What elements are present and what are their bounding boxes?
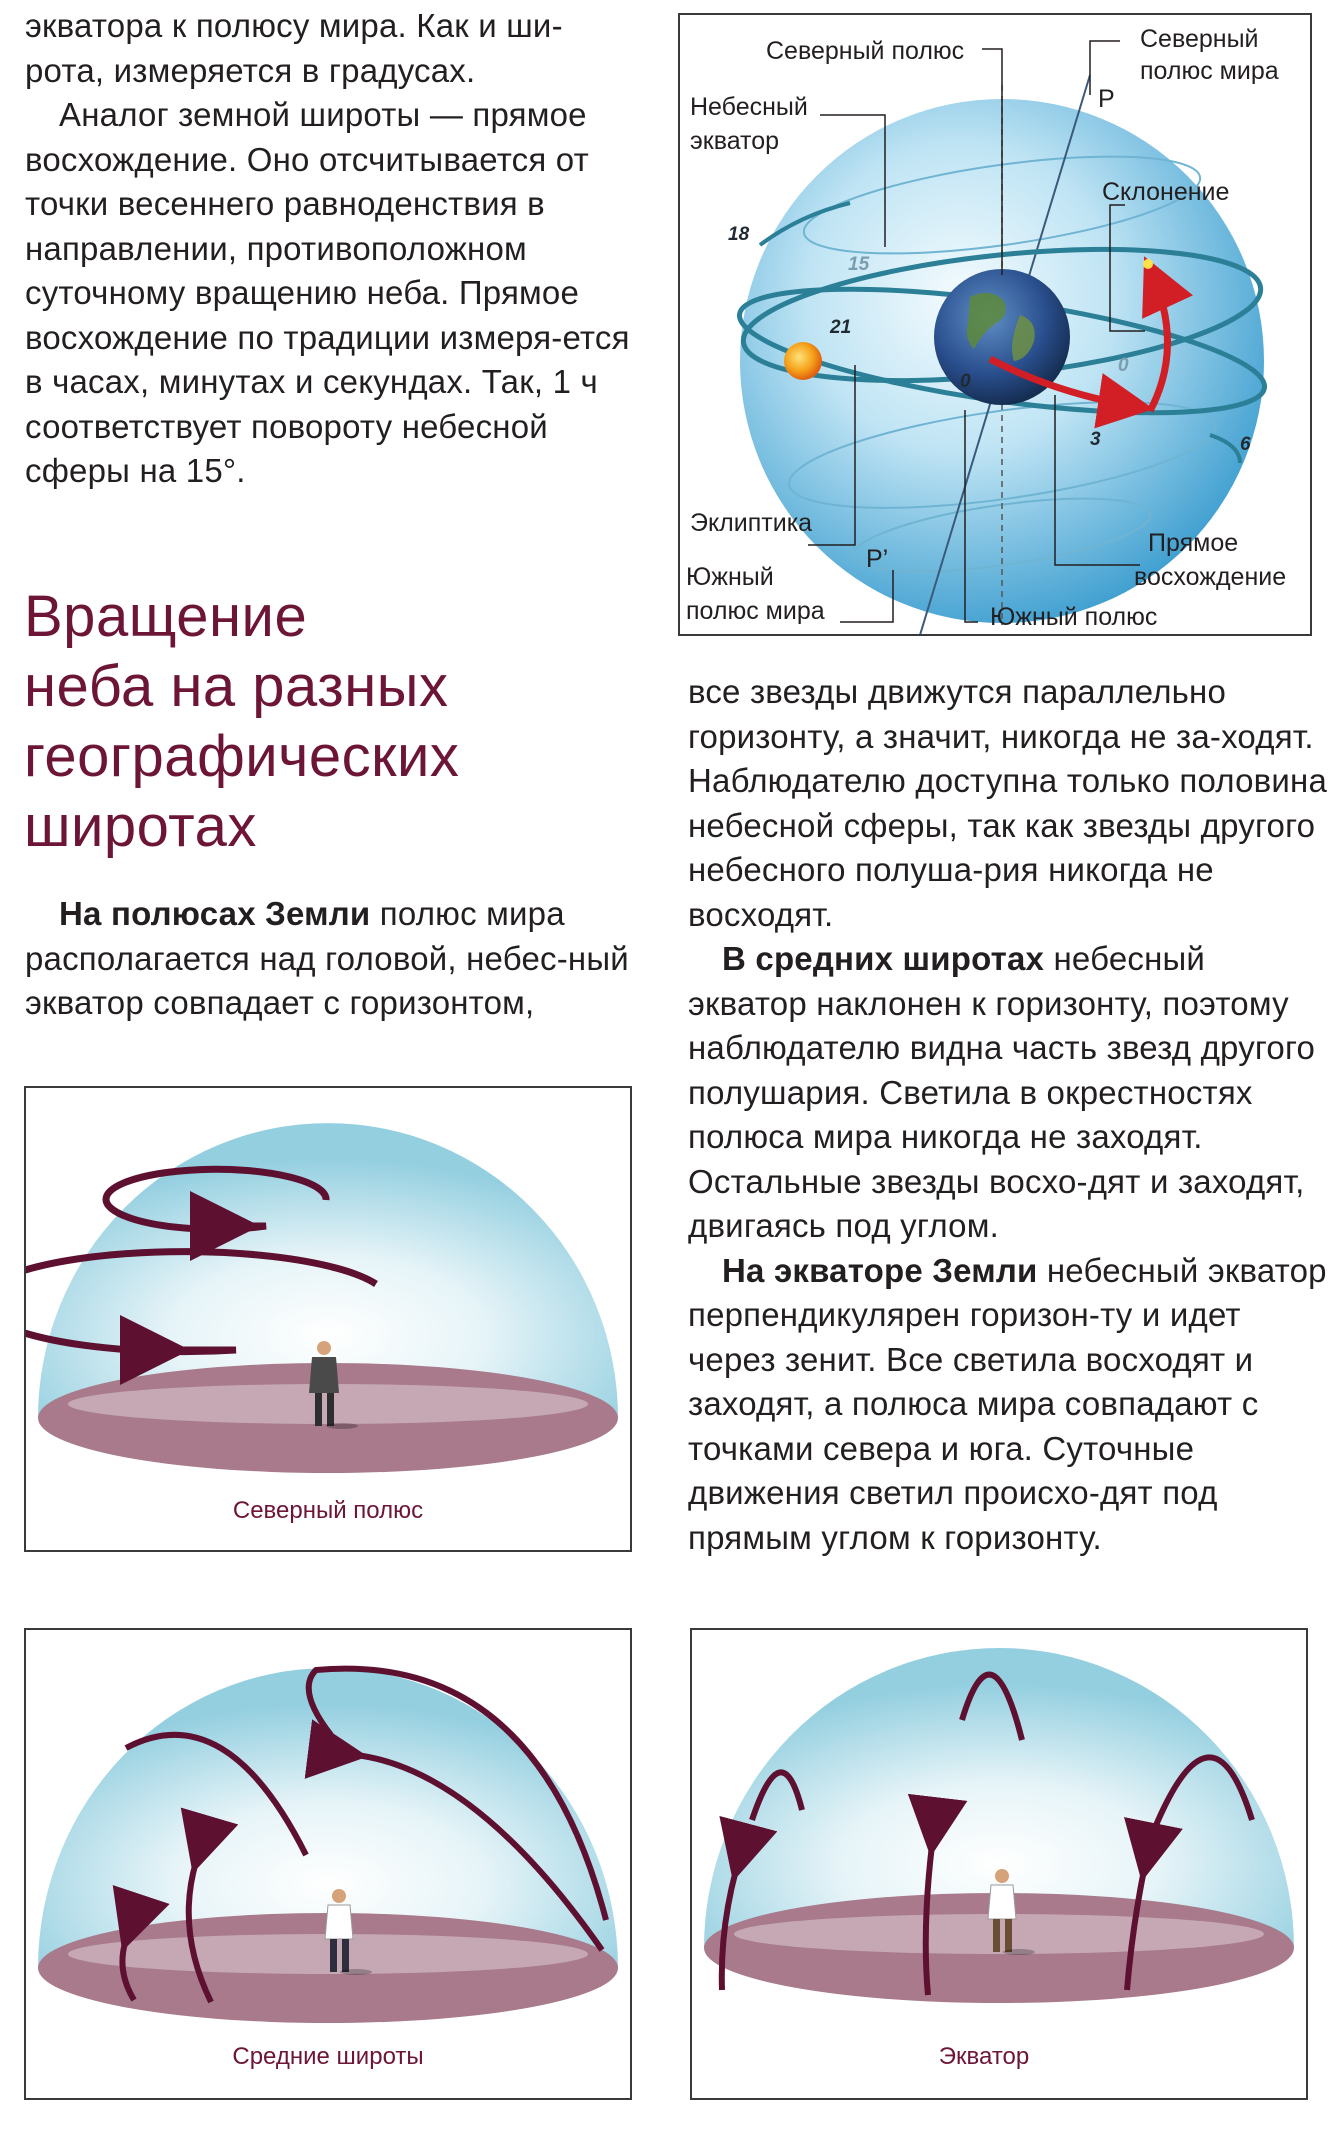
celestial-sphere-figure xyxy=(678,13,1312,636)
sun xyxy=(784,342,822,380)
label-south-pole: Южный полюс xyxy=(990,603,1158,631)
heading-line-4: широтах xyxy=(24,794,257,859)
label-south-celestial-2: полюс мира xyxy=(686,597,825,625)
hour-18: 18 xyxy=(728,224,750,245)
poles-lead: На полюсах Земли xyxy=(59,895,371,932)
eq-lead: На экваторе Земли xyxy=(722,1251,1038,1289)
north-pole-svg xyxy=(26,1088,630,1550)
label-declination: Склонение xyxy=(1102,178,1230,206)
label-north-pole: Северный полюс xyxy=(766,37,965,65)
declination-0: 0 xyxy=(1118,355,1129,376)
equator-figure xyxy=(690,1628,1308,2100)
label-right-ascension-1: Прямое xyxy=(1148,529,1239,557)
label-right-ascension-2: восхождение xyxy=(1134,563,1287,591)
label-celestial-equator-2: экватор xyxy=(690,127,780,155)
poles-continuation: все звезды движутся параллельно горизонту, а значит, никогда не за-ходят. Наблюдателю доступна только половина небесной сферы, так как звезды другого небесного полуша-рия никогда не восходят. xyxy=(688,673,1328,933)
north-pole-figure xyxy=(24,1086,632,1552)
celestial-sphere-svg xyxy=(680,15,1310,634)
label-celestial-equator-1: Небесный xyxy=(690,93,808,121)
label-north-celestial-2: полюс мира xyxy=(1140,57,1279,85)
label-p: P xyxy=(1098,85,1115,113)
star-dot xyxy=(1143,259,1153,269)
intro-line-1: экватора к полюсу мира. Как и ши- xyxy=(25,7,563,44)
caption-mid-latitudes: Средние широты xyxy=(232,2043,424,2070)
poles-text: полюс мира располагается над головой, небес-ный экватор совпадает с горизонтом, xyxy=(25,895,629,1021)
poles-paragraph xyxy=(25,892,650,1026)
hour-0: 0 xyxy=(960,371,971,392)
ground-glow xyxy=(68,1934,588,1974)
section-heading xyxy=(24,582,644,862)
hour-3: 3 xyxy=(1090,429,1101,450)
intro-text xyxy=(25,4,640,494)
caption-equator: Экватор xyxy=(938,2043,1030,2070)
label-p-prime: P’ xyxy=(866,545,889,573)
heading-line-3: географических xyxy=(24,724,460,789)
label-ecliptic: Эклиптика xyxy=(690,509,813,537)
hour-6: 6 xyxy=(1240,434,1251,455)
label-south-celestial-1: Южный xyxy=(686,563,774,591)
mid-latitudes-svg xyxy=(26,1630,630,2098)
intro-paragraph: Аналог земной широты — прямое восхождение. Оно отсчитывается от точки весеннего равноденствия в направлении, противоположном суточному вращению неба. Прямое восхождение по традиции измеря-ется в часах, минутах и секундах. Так, 1 ч соответствует повороту небесной сферы на 15°. xyxy=(25,96,630,489)
eq-text: небесный экватор перпендикулярен горизон-ту и идет через зенит. Все светила восходят и заходят, а полюса мира совпадают с точками севера и юга. Суточные движения светил происхо-дят под прямым углом к горизонту. xyxy=(688,1251,1327,1556)
hour-21: 21 xyxy=(830,317,852,338)
mid-lead: В средних широтах xyxy=(722,940,1045,977)
heading-line-1: Вращение xyxy=(24,584,308,649)
label-north-celestial-1: Северный xyxy=(1140,25,1259,53)
equator-svg xyxy=(692,1630,1306,2098)
heading-line-2: неба на разных xyxy=(24,654,449,719)
mid-text: небесный экватор наклонен к горизонту, поэтому наблюдателю видна часть звезд другого полушария. Светила в окрестностях полюса мира никогда не заходят. Остальные звезды восхо-дят и заходят, двигаясь под углом. xyxy=(688,940,1316,1244)
right-column-text xyxy=(688,670,1328,1560)
caption-north-pole: Северный полюс xyxy=(232,1497,424,1524)
intro-line-2: рота, измеряется в градусах. xyxy=(25,51,476,89)
mid-latitudes-figure xyxy=(24,1628,632,2100)
hour-15: 15 xyxy=(848,254,870,275)
